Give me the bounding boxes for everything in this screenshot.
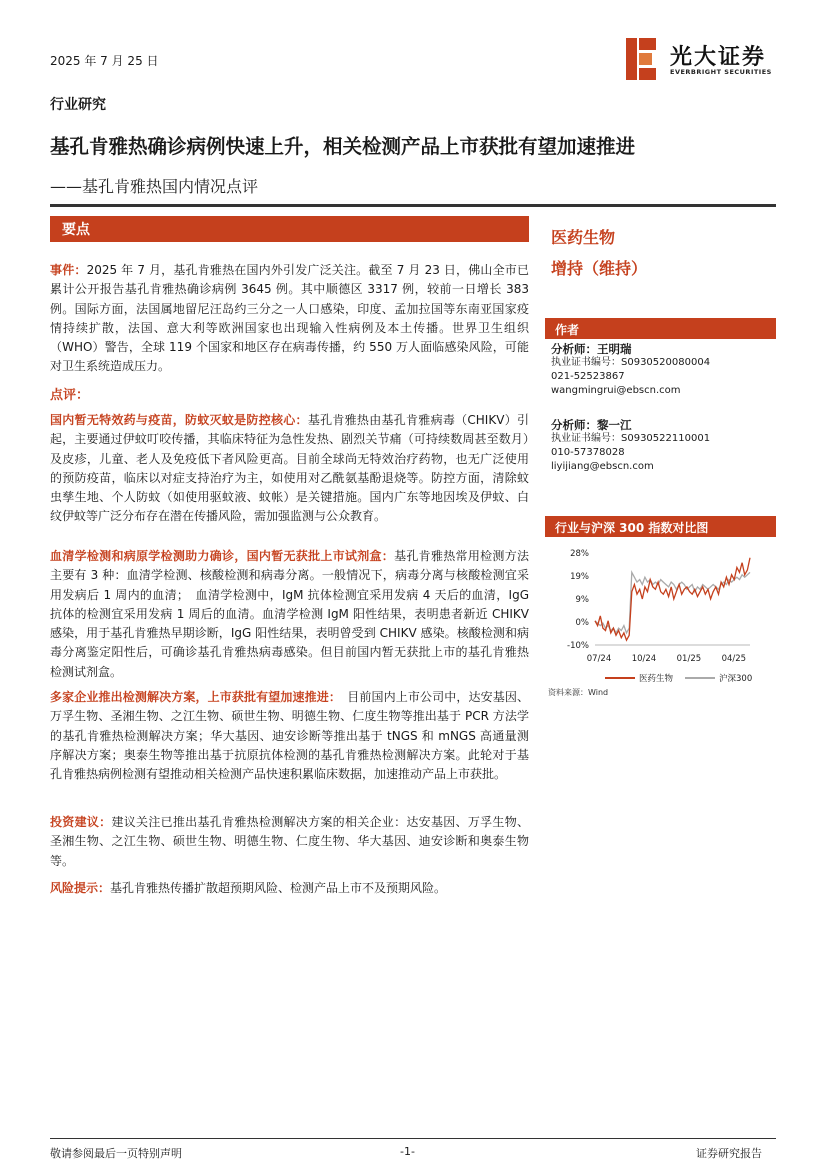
title-divider (50, 204, 776, 207)
x-tick-label: 07/24 (586, 654, 612, 664)
analyst-card (551, 418, 710, 474)
analyst-cert: 执业证书编号：S0930522110001 (551, 433, 711, 444)
footer-report-type: 证券研究报告 (696, 1147, 762, 1160)
analyst-name: 分析师：王明瑞 (551, 342, 632, 356)
paragraph-text: 基孔肯雅热由基孔肯雅病毒（CHIKV）引起，主要通过伊蚊叮咬传播，其临床特征为急性发热、剧烈关节痛（可持续数周甚至数月）及皮疹，儿童、老人及免疫低下者风险更高。目前全球尚无特效治疗药物，也无广泛使用的预防疫苗，临床以对症支持治疗为主，如使用对乙酰氨基酚退烧等。防控方面，清除蚊虫孳生地、个人防蚊（如使用驱蚊液、蚊帐）是关键措施。国内广东等地因埃及伊蚊、白纹伊蚊等广泛分布存在潜在传播风险，需加强监测与公众教育。 (50, 413, 529, 524)
paragraph-text: 基孔肯雅热常用检测方法主要有 3 种：血清学检测、核酸检测和病毒分离。一般情况下，病毒分离与核酸检测宜采用发病后 1 周内的血清； 血清学检测中，IgM 抗体检测宜采用发病 4 天后的血清，IgG 抗体的检测宜采用发病 1 周后的血清。血清学检测 IgM 阳性结果，表明患者新近 CHIKV 感染，用于基孔肯雅热早期诊断，IgG 阳性结果，表明曾受到 CHIKV 感染。核酸检测和病毒分离鉴定阳性后，可确诊基孔肯雅热病毒感染。但目前国内暂无获批上市的基孔肯雅热检测试剂盒。 (50, 549, 529, 679)
footer-disclaimer: 敬请参阅最后一页特别声明 (50, 1147, 182, 1160)
event-paragraph (50, 261, 529, 377)
y-tick-label: -10% (567, 641, 589, 651)
event-lead: 事件： (50, 263, 87, 277)
authors-header (545, 318, 776, 339)
page-number: -1- (400, 1145, 415, 1158)
series-line (595, 572, 750, 633)
x-tick-label: 10/24 (631, 654, 657, 664)
report-title: 基孔肯雅热确诊病例快速上升，相关检测产品上市获批有望加速推进 (50, 135, 636, 158)
authors-label: 作者 (555, 323, 580, 337)
paragraph-lead: 投资建议： (50, 815, 112, 829)
paragraph-prevention (50, 411, 529, 527)
report-category: 行业研究 (50, 97, 106, 113)
legend-label: 医药生物 (639, 674, 674, 684)
sector-name: 医药生物 (551, 228, 616, 247)
company-logo (626, 38, 776, 82)
analyst-card (551, 342, 710, 398)
report-subtitle: ——基孔肯雅热国内情况点评 (50, 177, 259, 196)
analyst-phone: 010-57378028 (551, 447, 625, 458)
paragraph-detection (50, 547, 529, 682)
chart-source: 资料来源：Wind (548, 688, 609, 697)
paragraph-companies (50, 688, 529, 784)
event-text: 2025 年 7 月，基孔肯雅热在国内外引发广泛关注。截至 7 月 23 日，佛山全市已累计公开报告基孔肯雅热确诊病例 3645 例。其中顺德区 3317 例，较前一日增长 383 例。国际方面，法国属地留尼汪岛约三分之一人口感染，印度、孟加拉国等东南亚国家疫情持续扩散，法国、意大利等欧洲国家也出现输入性病例及本土传播。世界卫生组织（WHO）警告，全球 119 个国家和地区存在病毒传播，约 550 万人面临感染风险，可能对卫生系统造成压力。 (50, 263, 529, 374)
index-comparison-chart (545, 545, 776, 705)
keypoints-label: 要点 (62, 222, 90, 238)
x-tick-label: 04/25 (721, 654, 747, 664)
paragraph-lead: 国内暂无特效药与疫苗，防蚊灭蚊是防控核心： (50, 413, 308, 427)
rating: 增持（维持） (551, 259, 648, 278)
report-date: 2025 年 7 月 25 日 (50, 54, 159, 68)
paragraph-lead: 多家企业推出检测解决方案，上市获批有望加速推进： (50, 690, 336, 704)
x-tick-label: 01/25 (676, 654, 702, 664)
y-tick-label: 9% (575, 595, 589, 605)
keypoints-header (50, 216, 529, 242)
paragraph-text: 基孔肯雅热传播扩散超预期风险、检测产品上市不及预期风险。 (110, 881, 447, 895)
y-tick-label: 0% (575, 618, 589, 628)
analyst-cert: 执业证书编号：S0930520080004 (551, 357, 711, 368)
chart-label: 行业与沪深 300 指数对比图 (555, 521, 709, 535)
y-tick-label: 19% (570, 572, 589, 582)
y-tick-label: 28% (570, 549, 589, 559)
paragraph-investment (50, 813, 529, 871)
analyst-email[interactable]: liyijiang@ebscn.com (551, 461, 654, 472)
analyst-email[interactable]: wangmingrui@ebscn.com (551, 385, 681, 396)
paragraph-risk (50, 879, 529, 898)
logo-icon (626, 38, 656, 80)
analyst-phone: 021-52523867 (551, 371, 625, 382)
paragraph-lead: 风险提示： (50, 881, 111, 895)
paragraph-lead: 血清学检测和病原学检测助力确诊，国内暂无获批上市试剂盒： (50, 549, 395, 563)
analyst-name: 分析师：黎一江 (551, 418, 632, 432)
comment-heading: 点评： (50, 388, 90, 403)
logo-subtext: EVERBRIGHT SECURITIES (670, 68, 772, 76)
footer-divider (50, 1138, 776, 1139)
logo-text: 光大证券 (670, 45, 767, 70)
paragraph-text: 目前国内上市公司中，达安基因、万孚生物、圣湘生物、之江生物、硕世生物、明德生物、仁度生物等推出基于 PCR 方法学的基孔肯雅热检测解决方案；华大基因、迪安诊断等推出基于 tNGS 和 mNGS 高通量测序解决方案；奥泰生物等推出基于抗原抗体检测的基孔肯雅热检测解决方案。此轮对于基孔肯雅热病例检测有望推动相关检测产品快速积累临床数据，加速推动产品上市获批。 (50, 690, 529, 782)
paragraph-text: 建议关注已推出基孔肯雅热检测解决方案的相关企业：达安基因、万孚生物、圣湘生物、之江生物、硕世生物、明德生物、仁度生物、华大基因、迪安诊断和奥泰生物等。 (50, 815, 529, 868)
chart-header (545, 516, 776, 537)
legend-label: 沪深300 (719, 674, 753, 684)
